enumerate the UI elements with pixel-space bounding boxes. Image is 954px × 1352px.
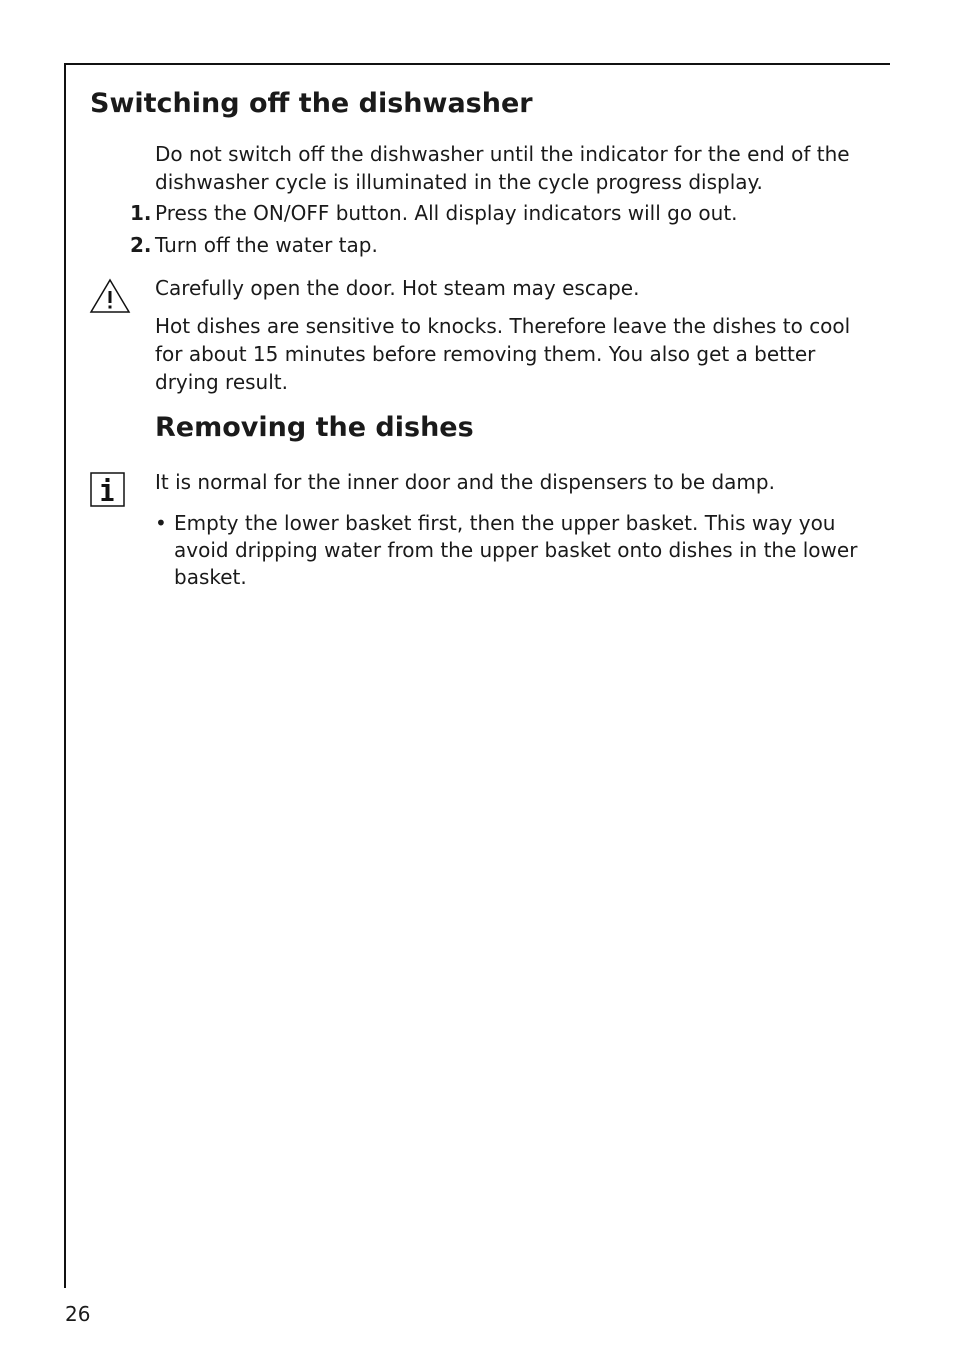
page-number: 26 [65,1302,91,1326]
bullet-text: Empty the lower basket first, then the upper basket. This way you avoid dripping water from the upper basket onto dishes in the lower basket. [174,511,858,589]
frame-left-rule [64,63,66,1288]
step-number: 1. [130,201,152,225]
frame-top-rule [64,63,890,65]
info-icon [90,472,125,507]
info-text: It is normal for the inner door and the dispensers to be damp. [155,470,775,494]
intro-paragraph: Do not switch off the dishwasher until the indicator for the end of the dishwasher cycle is illuminated in the cycle progress display. [155,142,850,194]
step-text: Press the ON/OFF button. All display indicators will go out. [155,201,738,225]
step-2 [130,231,378,259]
step-1 [130,199,738,227]
section-title-switching-off: Switching off the dishwasher [90,88,533,119]
warning-triangle-icon [89,278,131,314]
step-number: 2. [130,233,152,257]
warning-text: Carefully open the door. Hot steam may escape. [155,276,640,300]
bullet-symbol: • [155,511,167,535]
section-title-removing-dishes: Removing the dishes [155,412,474,443]
list-item [155,510,875,591]
step-text: Turn off the water tap. [155,233,378,257]
cooling-note: Hot dishes are sensitive to knocks. Therefore leave the dishes to cool for about 15 minutes before removing them. You also get a better drying result. [155,314,851,394]
